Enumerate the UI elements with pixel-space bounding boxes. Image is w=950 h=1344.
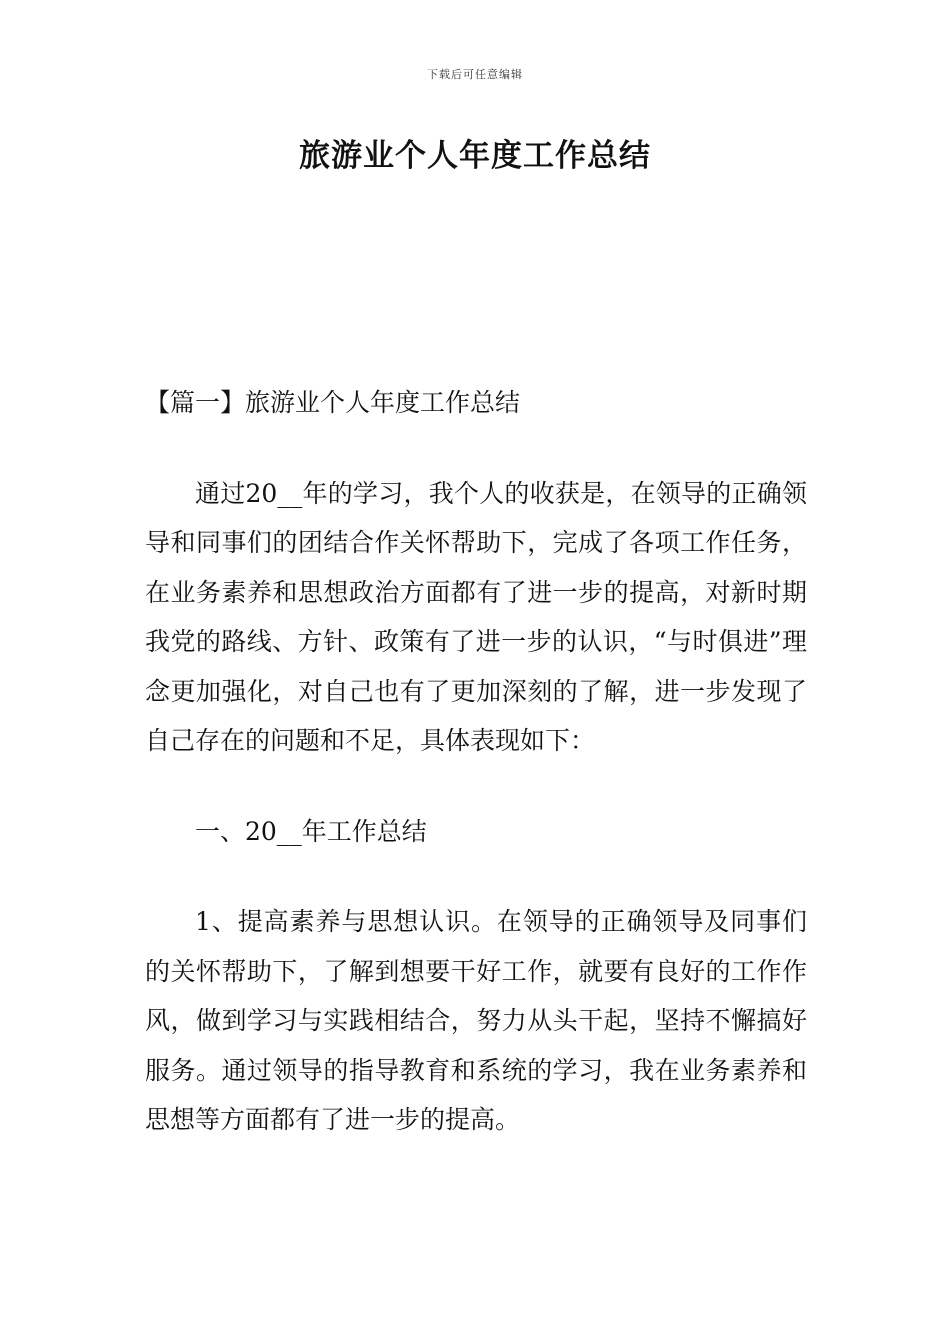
document-body bbox=[145, 378, 807, 1145]
section-heading: 【篇一】旅游业个人年度工作总结 bbox=[145, 388, 521, 417]
body-paragraph: 通过20__年的学习，我个人的收获是，在领导的正确领导和同事们的团结合作关怀帮助下，完成了各项工作任务，在业务素养和思想政治方面都有了进一步的提高，对新时期我党的路线、方针、政策有了进一步的认识，“与时俱进”理念更加强化，对自己也有了更加深刻的了解，进一步发现了自己存在的问题和不足，具体表现如下： bbox=[145, 478, 807, 755]
header-note: 下载后可任意编辑 bbox=[427, 68, 523, 81]
document-title: 旅游业个人年度工作总结 bbox=[299, 138, 651, 174]
subsection-heading: 一、20__年工作总结 bbox=[195, 816, 427, 846]
body-paragraph: 1、提高素养与思想认识。在领导的正确领导及同事们的关怀帮助下，了解到想要干好工作，就要有良好的工作作风，做到学习与实践相结合，努力从头干起，坚持不懈搞好服务。通过领导的指导教育和系统的学习，我在业务素养和思想等方面都有了进一步的提高。 bbox=[145, 907, 807, 1134]
